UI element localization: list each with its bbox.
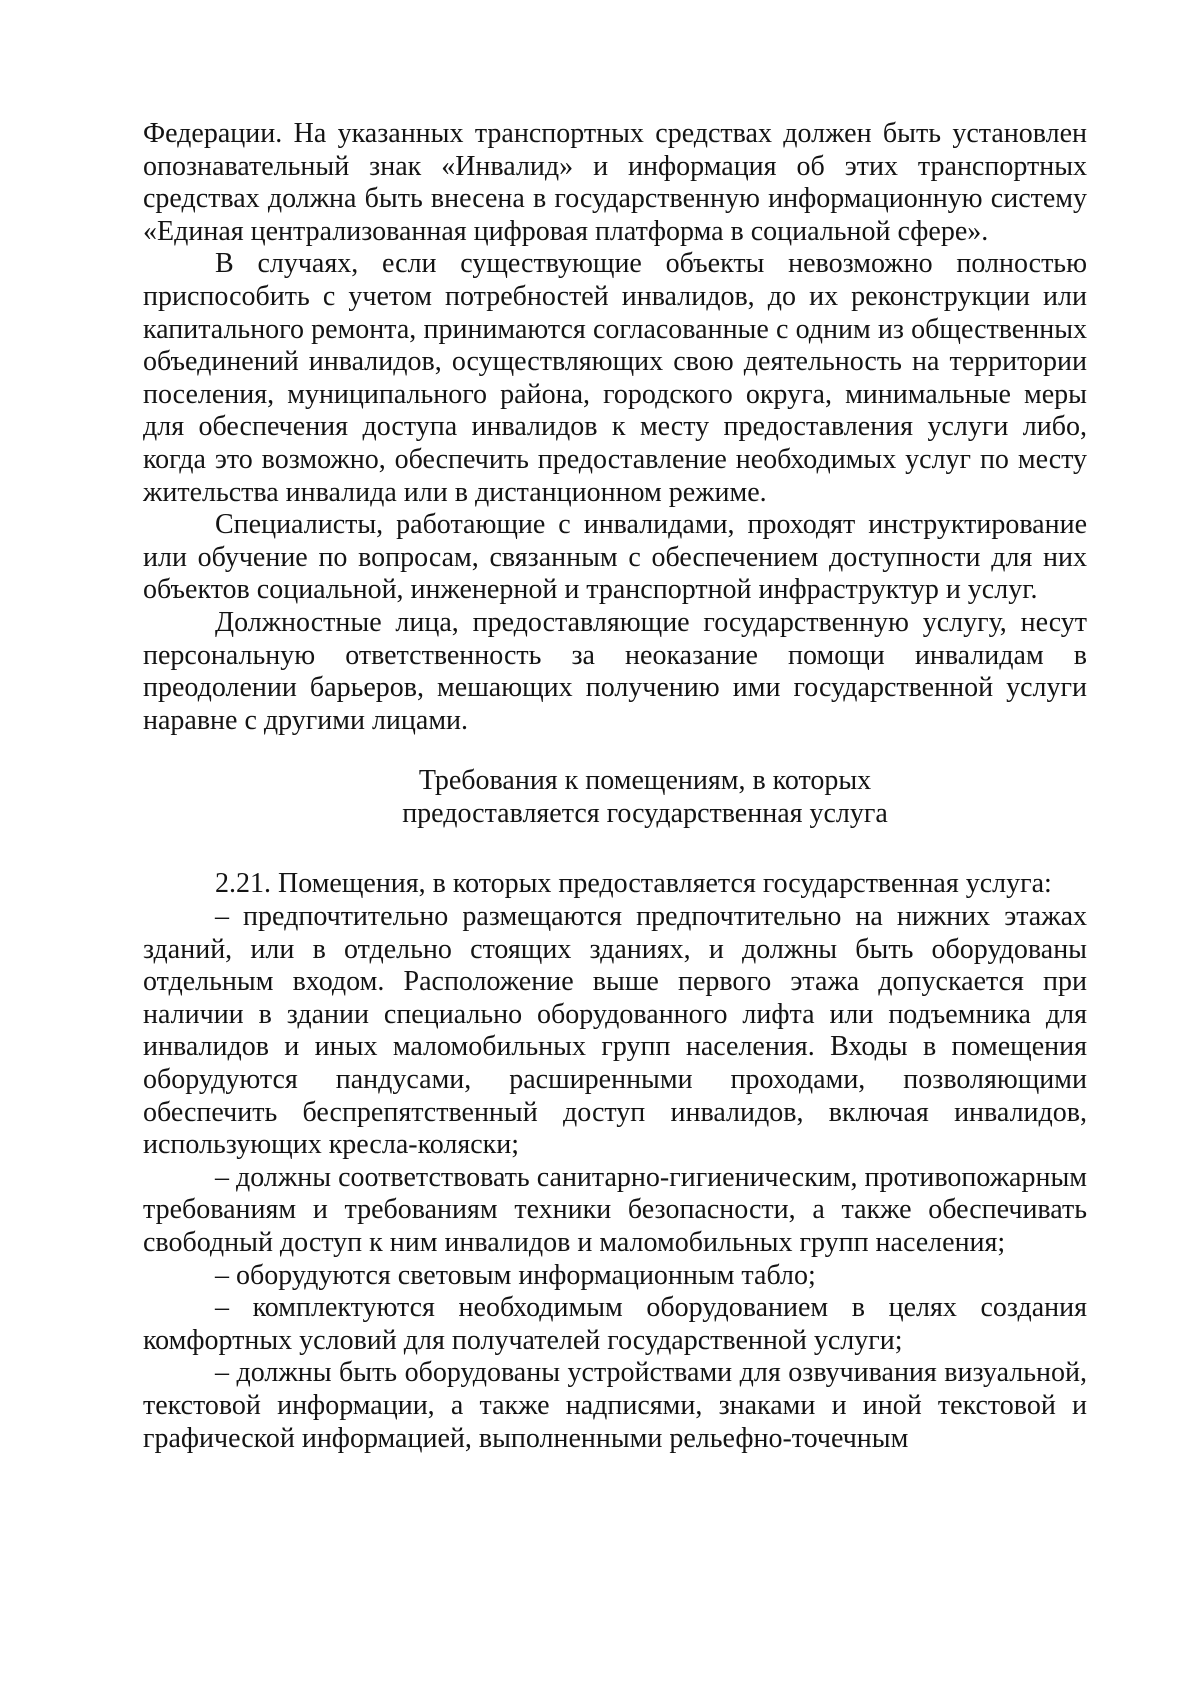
- list-item-voicing-devices: – должны быть оборудованы устройствами для озвучивания визуальной, текстовой информации, а также надписями, знаками и иной текстовой и графической информацией, выполненными рельефно-точечным: [143, 1357, 1087, 1454]
- section-heading-line-1: Требования к помещениям, в которых: [418, 765, 872, 797]
- paragraph-continuation: Федерации. На указанных транспортных средствах должен быть установлен опознавательный знак «Инвалид» и информация об этих транспортных средствах должна быть внесена в государственную информационную систему «Единая централизованная цифровая платформа в социальной сфере».: [143, 118, 1087, 247]
- list-item-light-board: – оборудуются световым информационным табло;: [215, 1259, 816, 1291]
- list-item-equipment: – комплектуются необходимым оборудованием в целях создания комфортных условий для получателей государственной услуги;: [143, 1292, 1087, 1356]
- section-heading-line-2: предоставляется государственная услуга: [402, 797, 888, 829]
- list-item-placement: – предпочтительно размещаются предпочтительно на нижних этажах зданий, или в отдельно стоящих зданиях, и должны быть оборудованы отдельным входом. Расположение выше первого этажа допускается при наличии в здании специально оборудованного лифта или подъемника для инвалидов и иных маломобильных групп населения. Входы в помещения оборудуются пандусами, расширенными проходами, позволяющими обеспечить беспрепятственный доступ инвалидов, включая инвалидов, использующих кресла-коляски;: [143, 901, 1087, 1161]
- document-body: [143, 118, 1087, 1455]
- paragraph-reconstruction-measures: В случаях, если существующие объекты невозможно полностью приспособить с учетом потребностей инвалидов, до их реконструкции или капитального ремонта, принимаются согласованные с одним из общественных объединений инвалидов, осуществляющих свою деятельность на территории поселения, муниципального района, городского округа, минимальные меры для обеспечения доступа инвалидов к месту предоставления услуги либо, когда это возможно, обеспечить предоставление необходимых услуг по месту жительства инвалида или в дистанционном режиме.: [143, 248, 1087, 508]
- list-item-sanitary-requirements: – должны соответствовать санитарно-гигиеническим, противопожарным требованиям и требованиям техники безопасности, а также обеспечивать свободный доступ к ним инвалидов и маломобильных групп населения;: [143, 1161, 1087, 1258]
- section-heading: [143, 765, 1087, 830]
- paragraph-official-responsibility: Должностные лица, предоставляющие государственную услугу, несут персональную ответственность за неоказание помощи инвалидам в преодолении барьеров, мешающих получению ими государственной услуги наравне с другими лицами.: [143, 606, 1087, 736]
- clause-2-21: 2.21. Помещения, в которых предоставляется государственная услуга:: [215, 868, 1052, 900]
- paragraph-specialists-training: Специалисты, работающие с инвалидами, проходят инструктирование или обучение по вопросам, связанным с обеспечением доступности для них объектов социальной, инженерной и транспортной инфраструктур и услуг.: [143, 509, 1087, 606]
